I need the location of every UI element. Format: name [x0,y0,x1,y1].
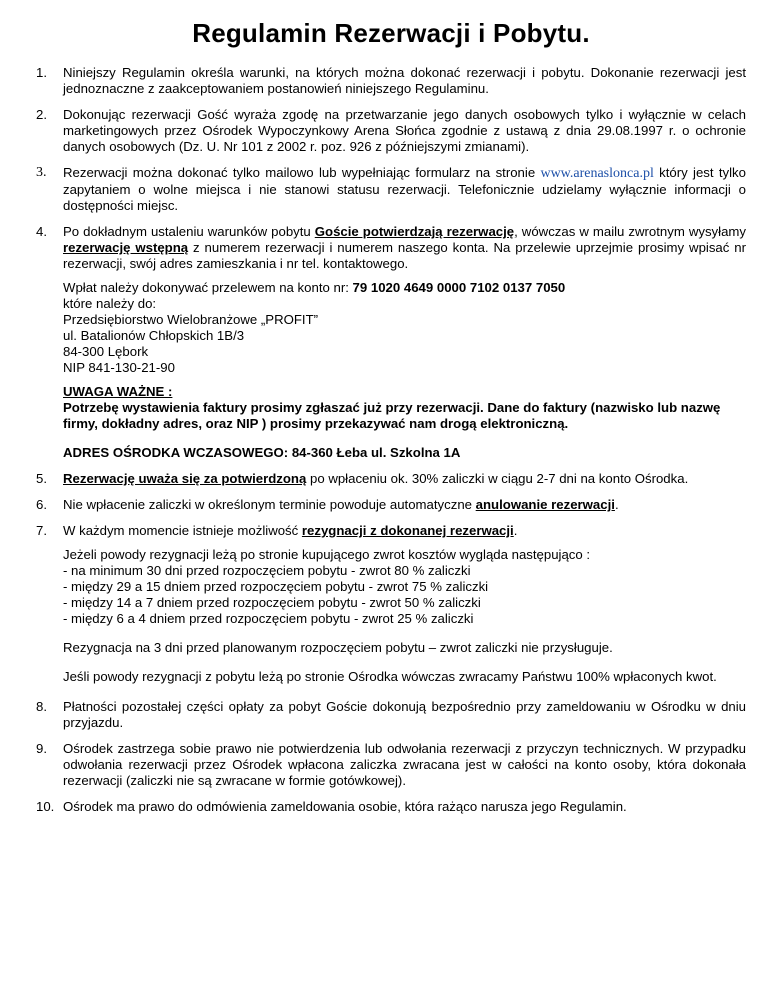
rule-number: 1. [36,65,47,80]
rule-8 [36,699,746,731]
rule-text: z numerem rezerwacji i numerem naszego konta. Na przelewie uprzejmie prosimy wpisać nr rezerwacji, swój adres zamieszkania i nr tel. kontaktowego. [63,240,746,271]
payment-label: Wpłat należy dokonywać przelewem na konto nr: [63,280,353,295]
rule-10 [36,799,746,815]
rule-text: Rezerwacji można dokonać tylko mailowo lub wypełniając formularz na stronie [63,165,541,180]
owner-street: ul. Batalionów Chłopskich 1B/3 [63,328,245,343]
important-notice [63,384,746,432]
confirmed-emphasis: Rezerwację uważa się za potwierdzoną [63,471,307,486]
website-link[interactable]: www.arenaslonca.pl [540,166,654,181]
notice-text: Potrzebę wystawienia faktury prosimy zgłaszać już przy rezerwacji. Dane do faktury (nazwisko lub nazwę firmy, dokładny adres, oraz NIP ) prosimy przekazywać nam drogą elektroniczną. [63,400,721,431]
rule-text-cont: który jest tylko zapytaniem o wolne miejsca i nie stanowi statusu rezerwacji. Telefonicznie udzielamy wyłącznie informacji o dostępności miejsc. [63,165,746,213]
rule-5 [36,471,746,487]
refund-line: - na minimum 30 dni przed rozpoczęciem pobytu - zwrot 80 % zaliczki [63,563,471,578]
rule-number: 7. [36,523,47,538]
owner-city: 84-300 Lębork [63,344,149,359]
rule-4 [36,224,746,461]
guests-confirm-emphasis: Goście potwierdzają rezerwację [314,224,515,239]
rule-3 [36,165,746,214]
rule-text: Po dokładnym ustaleniu warunków pobytu [63,224,315,239]
notice-title: UWAGA WAŻNE : [63,384,173,399]
rule-text: Ośrodek ma prawo do odmówienia zameldowania osobie, która rażąco narusza jego Regulamin. [63,799,627,814]
resort-address: ADRES OŚRODKA WCZASOWEGO: 84-360 Łeba ul. Szkolna 1A [63,445,461,460]
rule-text: Płatności pozostałej części opłaty za pobyt Goście dokonują bezpośrednio przy zameldowaniu w Ośrodku w dniu przyjazdu. [63,699,746,730]
preliminary-reservation-emphasis: rezerwację wstępną [63,240,189,255]
rule-text: . [614,497,619,512]
rule-text: Nie wpłacenie zaliczki w określonym terminie powoduje automatyczne [63,497,476,512]
bank-account-number: 79 1020 4649 0000 7102 0137 7050 [352,280,566,295]
rule-text: , wówczas w mailu zwrotnym wysyłamy [514,224,746,239]
rule-1 [36,65,746,97]
rule-6 [36,497,746,513]
rule-2 [36,107,746,155]
cancellation-emphasis: anulowanie rezerwacji [475,497,615,512]
rule-number: 2. [36,107,47,122]
rule-number: 3. [36,165,47,180]
rule-text: W każdym momencie istnieje możliwość [63,523,302,538]
owner-nip: NIP 841-130-21-90 [63,360,175,375]
resignation-emphasis: rezygnacji z dokonanej rezerwacji [301,523,514,538]
rule-number: 10. [36,799,55,814]
refund-intro: Jeżeli powody rezygnacji leżą po stronie kupującego zwrot kosztów wygląda następująco : [63,547,591,562]
refund-line: - między 14 a 7 dniem przed rozpoczęciem pobytu - zwrot 50 % zaliczki [63,595,481,610]
refund-line: - między 29 a 15 dniem przed rozpoczęciem pobytu - zwrot 75 % zaliczki [63,579,489,594]
rule-number: 4. [36,224,47,239]
rule-text: Ośrodek zastrzega sobie prawo nie potwierdzenia lub odwołania rezerwacji z przyczyn technicznych. W przypadku odwołania rezerwacji przez Ośrodek wpłacona zaliczka zwracana jest w całości na konto osoby, która dokonała rezerwacji (zaliczki nie są zwracane w formie gotówkowej). [63,741,746,788]
rule-7 [36,523,746,685]
center-fault-text: Jeśli powody rezygnacji z pobytu leżą po stronie Ośrodka wówczas zwracamy Państwu 100% wpłaconych kwot. [63,669,717,684]
rule-number: 5. [36,471,47,486]
rule-number: 8. [36,699,47,714]
rule-number: 9. [36,741,47,756]
no-refund-text: Rezygnacja na 3 dni przed planowanym rozpoczęciem pobytu – zwrot zaliczki nie przysługuje. [63,640,613,655]
rule-number: 6. [36,497,47,512]
rule-text: Niniejszy Regulamin określa warunki, na których można dokonać rezerwacji i pobytu. Dokonanie rezerwacji jest jednoznaczne z zaakceptowaniem postanowień niniejszego Regulaminu. [63,65,746,96]
owner-name: Przedsiębiorstwo Wielobranżowe „PROFIT” [63,312,319,327]
payment-details [63,280,746,376]
rule-text: po wpłaceniu ok. 30% zaliczki w ciągu 2-7 dni na konto Ośrodka. [306,471,689,486]
refund-schedule [63,547,746,627]
rule-text: Dokonując rezerwacji Gość wyraża zgodę na przetwarzanie jego danych osobowych tylko i wyłącznie w celach marketingowych przez Ośrodek Wypoczynkowy Arena Słońca zgodnie z ustawą z dnia 29.08.1997 r. o ochronie danych osobowych (Dz. U. Nr 101 z 2002 r. poz. 926 z późniejszymi zmianami). [63,107,746,154]
refund-line: - między 6 a 4 dniem przed rozpoczęciem pobytu - zwrot 25 % zaliczki [63,611,474,626]
owner-intro: które należy do: [63,296,157,311]
rule-text: . [513,523,518,538]
rule-9 [36,741,746,789]
page-title: Regulamin Rezerwacji i Pobytu. [192,18,590,48]
